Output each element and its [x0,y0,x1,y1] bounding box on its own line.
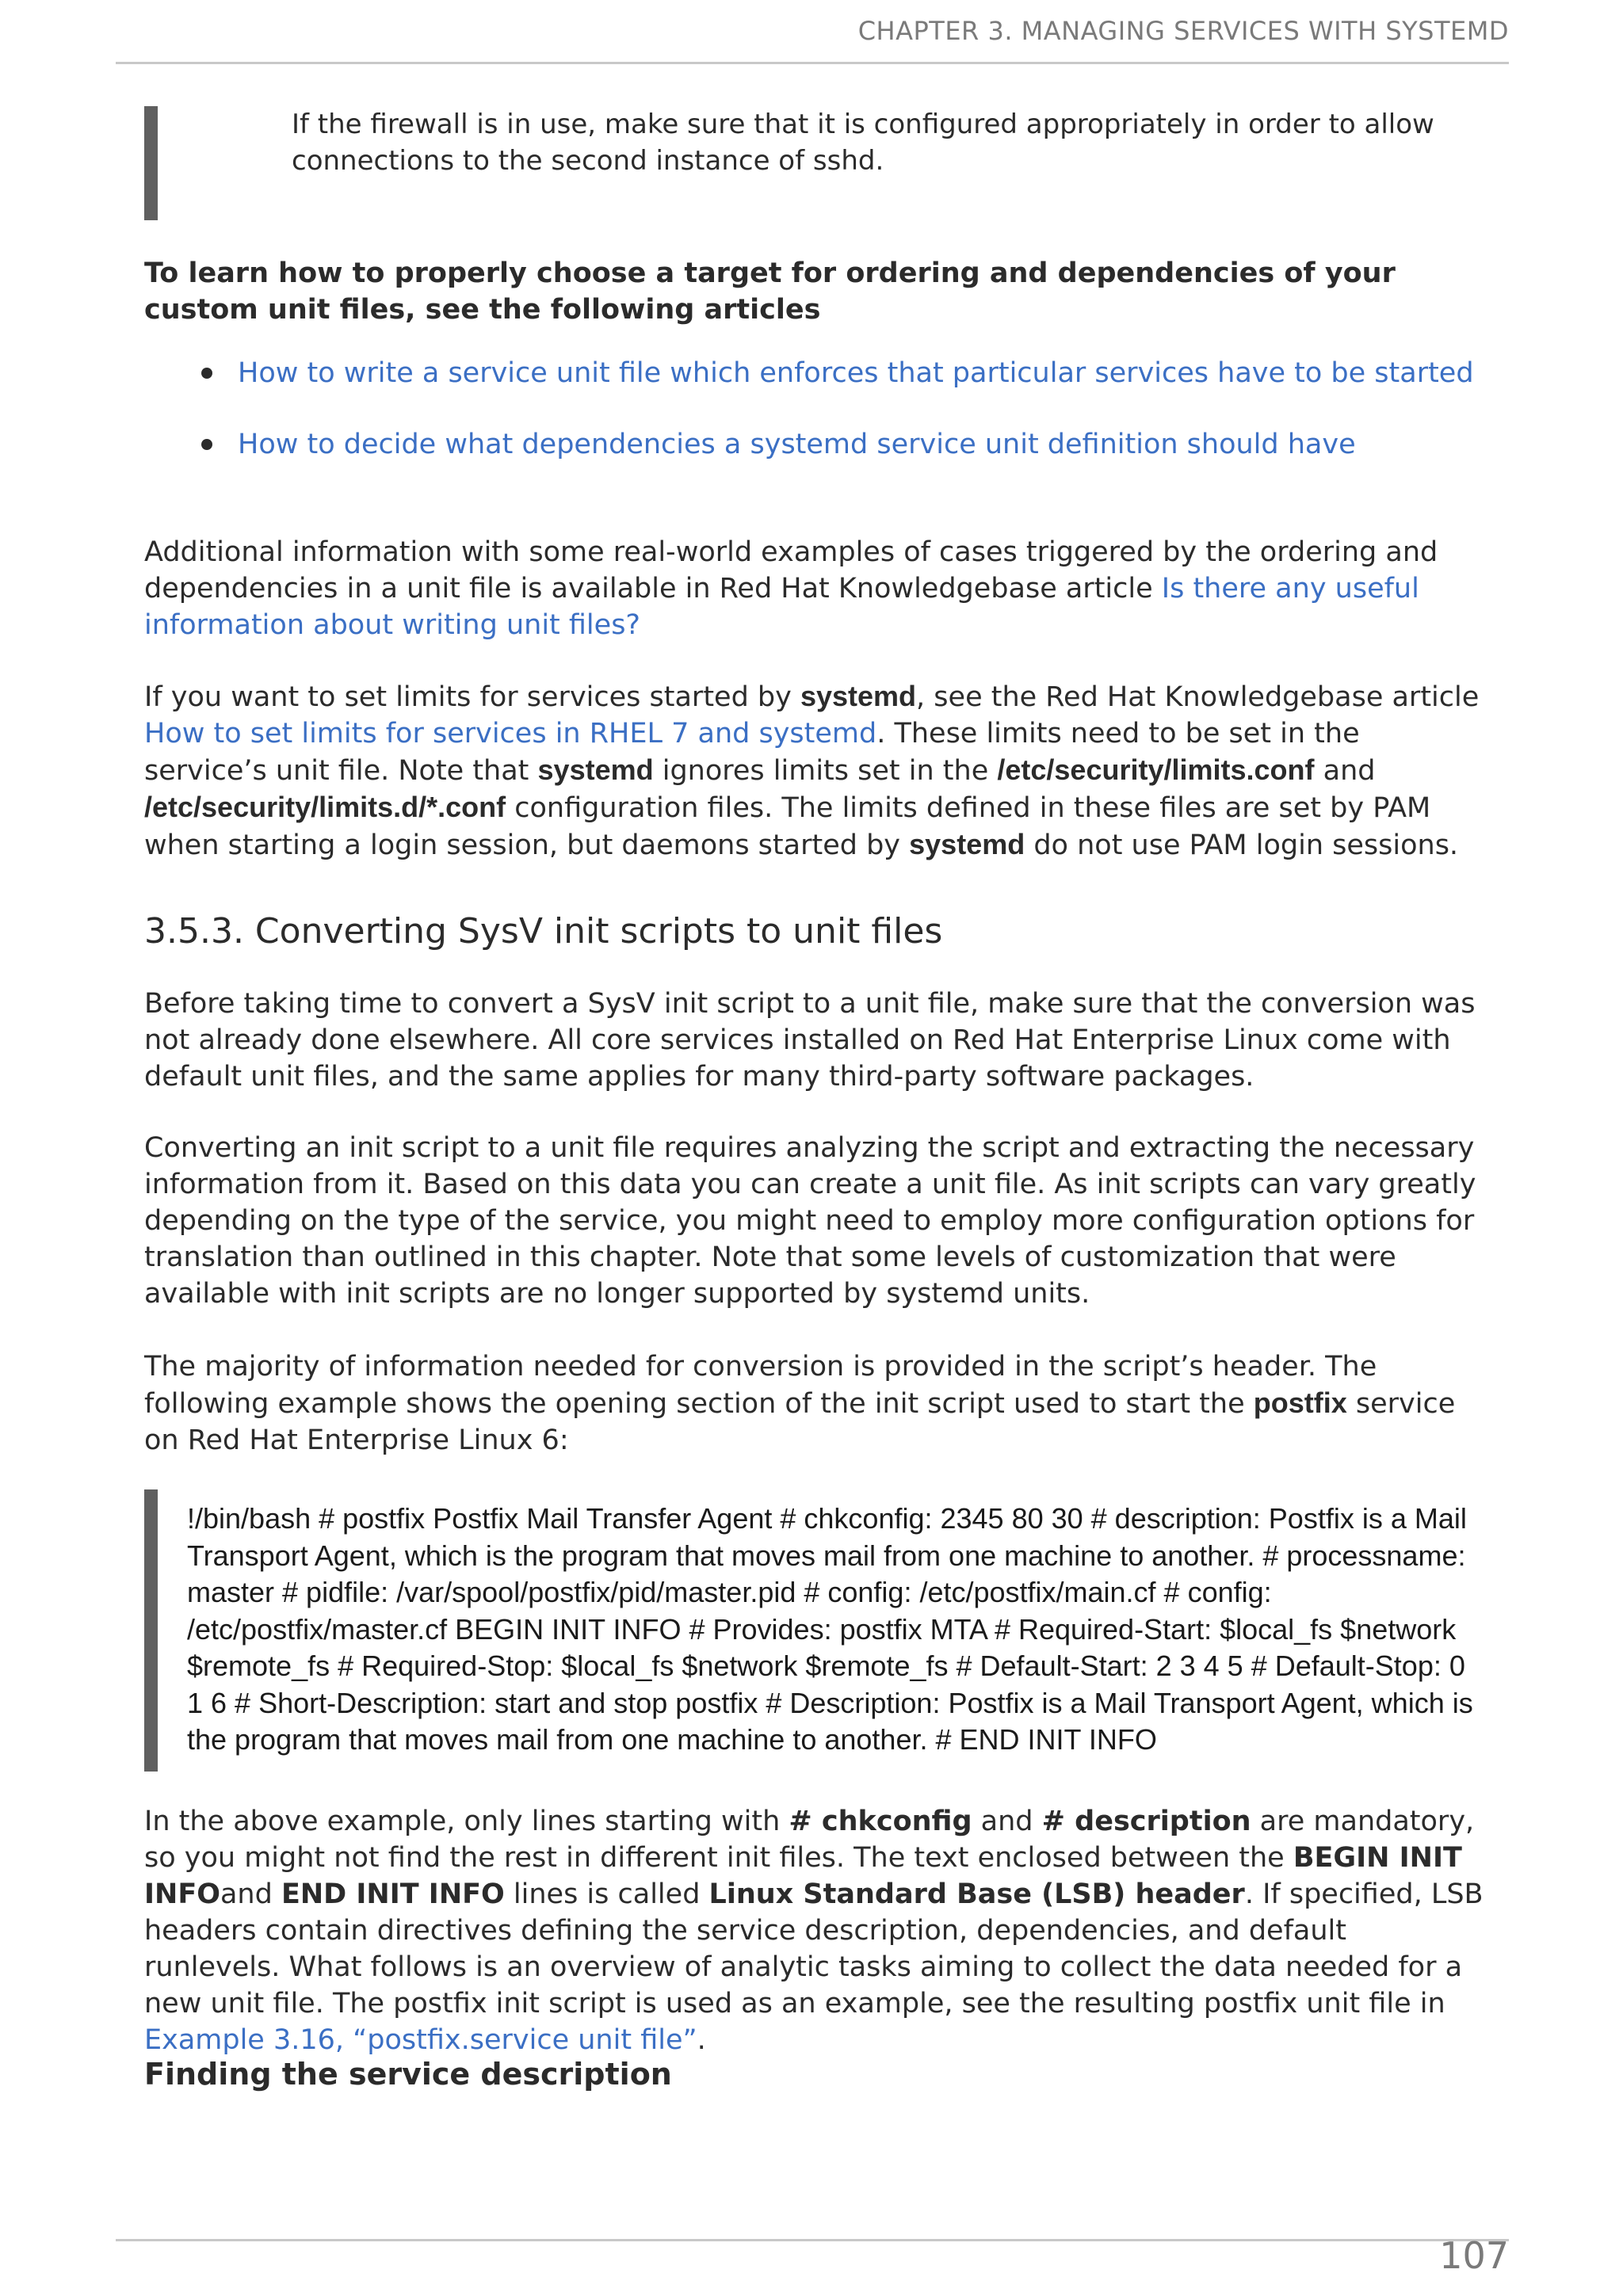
emphasis: BEGIN INIT INFO [144,1842,1462,1910]
paragraph-additional-info [144,534,1484,643]
text: do not use PAM login sessions. [1025,830,1459,861]
code-term: systemd [800,680,917,712]
text: ignores limits set in the [653,755,998,787]
text: If you want to set limits for services started by [144,681,800,713]
article-link-dependencies[interactable]: How to decide what dependencies a systemd service unit definition should have [238,429,1356,460]
chapter-header: CHAPTER 3. MANAGING SERVICES WITH SYSTEMD [857,16,1509,46]
text: and [972,1806,1042,1837]
text: The majority of information needed for conversion is provided in the script’s header. The following example shows the opening section of the init script used to start the [144,1351,1377,1420]
article-link-service-unit[interactable]: How to write a service unit file which enforces that particular services have to be started [238,357,1474,389]
text: and [220,1878,281,1910]
text: . [697,2024,706,2056]
code-term: /etc/security/limits.conf [997,753,1315,786]
code-term: postfix [1253,1386,1347,1419]
subsection-title: Finding the service description [144,2057,672,2092]
emphasis: # chkconfig [789,1806,972,1837]
text: Additional information with some real-world examples of cases triggered by the ordering and dependencies in a unit file is available in Red Hat Knowledgebase article [144,536,1438,605]
text: . If specified, LSB headers contain directives defining the service description, dependencies, and default runlevels. What follows is an overview of analytic tasks aiming to collect the data needed for a new unit file. The postfix init script is used as an example, see the resulting postfix unit file in [144,1878,1484,2019]
note-bar [144,106,158,220]
paragraph-limits [144,678,1484,864]
paragraph-majority [144,1348,1484,1459]
text: In the above example, only lines starting with [144,1806,789,1837]
kb-link-unit-files[interactable]: Is there any useful information about writing unit files? [144,573,1419,641]
code-term: /etc/security/limits.d/*.conf [144,791,506,823]
example-link-postfix-service[interactable]: Example 3.16, “postfix.service unit file” [144,2024,697,2056]
text: are mandatory, so you might not find the rest in different init files. The text enclosed between the [144,1806,1475,1874]
text: service on Red Hat Enterprise Linux 6: [144,1388,1456,1456]
text: , see the Red Hat Knowledgebase article [916,681,1480,713]
bullet-icon [201,368,212,379]
text: and [1314,755,1376,787]
emphasis: Linux Standard Base (LSB) header [708,1878,1245,1910]
code-bar [144,1489,158,1772]
list-item [238,426,1474,498]
init-script-text: !/bin/bash # postfix Postfix Mail Transfer Agent # chkconfig: 2345 80 30 # description: Postfix is a Mail Transport Agent, which is the program that moves mail from one machine to another. # processname: master # pidfile: /var/spool/postfix/pid/master.pid # config: /etc/postfix/main.cf # config: /etc/postfix/master.cf BEGIN INIT INFO # Provides: postfix MTA # Required-Start: $local_fs $network $remote_fs # Required-Stop: $local_fs $network $remote_fs # Default-Start: 2 3 4 5 # Default-Stop: 0 1 6 # Short-Description: start and stop postfix # Description: Postfix is a Mail Transport Agent, which is the program that moves mail from one machine to another. # END INIT INFO [187,1502,1473,1756]
note-block [144,106,1491,220]
paragraph-before-converting: Before taking time to convert a SysV init script to a unit file, make sure that the conversion was not already done elsewhere. All core services installed on Red Hat Enterprise Linux come with default unit files, and the same applies for many third-party software packages. [144,988,1476,1093]
page-number: 107 [1439,2234,1509,2277]
code-block [144,1489,1491,1772]
code-term: systemd [909,828,1025,860]
note-text: If the firewall is in use, make sure that it is configured appropriately in order to allow connections to the second instance of sshd. [292,109,1434,177]
paragraph-converting: Converting an init script to a unit file requires analyzing the script and extracting the necessary information from it. Based on this data you can create a unit file. As init scripts can vary greatly depending on the type of the service, you might need to employ more configuration options for translation than outlined in this chapter. Note that some levels of customization that were available with init scripts are no longer supported by systemd units. [144,1132,1476,1310]
text: lines is called [504,1878,709,1910]
header-divider [116,62,1509,64]
emphasis: # description [1041,1806,1251,1837]
text: configuration files. The limits defined in these files are set by PAM when starting a login session, but daemons started by [144,792,1431,861]
text: . These limits need to be set in the service’s unit file. Note that [144,718,1360,787]
section-title: 3.5.3. Converting SysV init scripts to unit files [144,911,943,952]
bullet-icon [201,439,212,450]
articles-lead: To learn how to properly choose a target for ordering and dependencies of your custom unit files, see the following articles [144,257,1396,326]
emphasis: END INIT INFO [281,1878,505,1910]
footer-divider [116,2239,1509,2241]
articles-list [238,355,1474,498]
paragraph-lsb-header [144,1803,1484,2058]
kb-link-limits[interactable]: How to set limits for services in RHEL 7 and systemd [144,718,877,749]
list-item [238,355,1474,426]
code-term: systemd [537,753,654,786]
